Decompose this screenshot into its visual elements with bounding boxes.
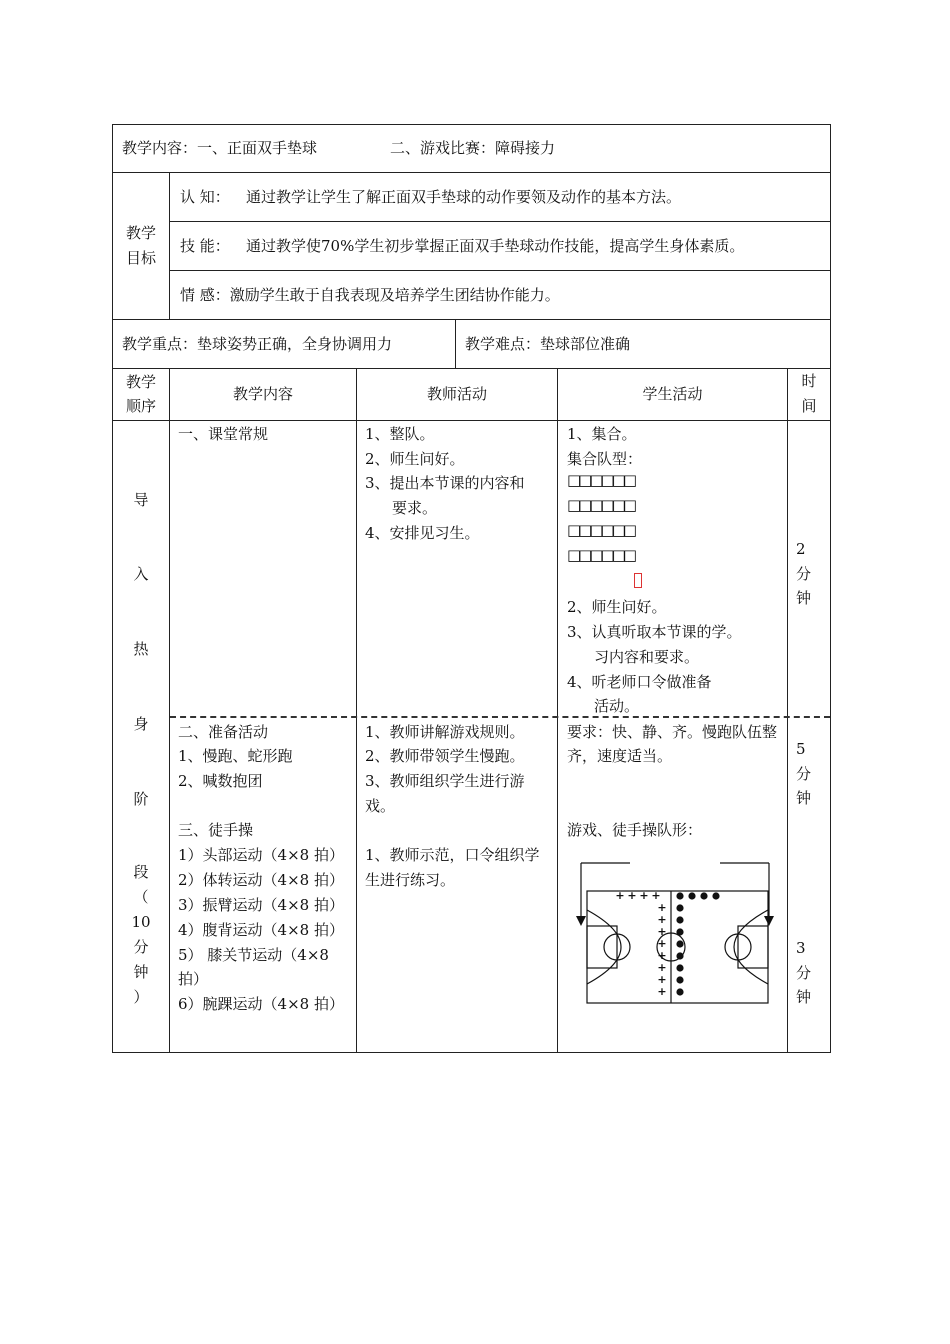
section1-student-line: 3、认真听取本节课的学。 xyxy=(567,623,742,641)
table-border-bottom xyxy=(112,1052,831,1053)
col-time-1: 时 xyxy=(801,372,817,390)
table-border-top xyxy=(112,124,831,125)
section-divider-dashed xyxy=(170,716,830,718)
stage-char: 钟 xyxy=(133,963,149,981)
formation-row: □□□□□□ xyxy=(567,521,635,539)
teacher-position-marker xyxy=(634,573,642,588)
svg-text:+: + xyxy=(657,925,667,938)
section2-teacher-line: 1、教师示范，口令组织学 xyxy=(365,846,540,864)
section1-student-line: 活动。 xyxy=(594,697,640,715)
stage-char: 身 xyxy=(133,715,149,733)
col-order-2: 顺序 xyxy=(125,397,156,415)
cognition-text: 通过教学让学生了解正面双手垫球的动作要领及动作的基本方法。 xyxy=(246,188,682,206)
col-divider xyxy=(356,368,357,1053)
col-divider xyxy=(455,319,456,369)
section2-teacher-line: 3、教师组织学生进行游 xyxy=(365,772,525,790)
section2-student-line: 齐，速度适当。 xyxy=(567,747,673,765)
stage-char: ） xyxy=(133,988,149,1006)
stage-char: 分 xyxy=(133,938,149,956)
section2-time-a: 分 xyxy=(796,765,812,783)
section2-content-line: 1、慢跑、蛇形跑 xyxy=(178,747,293,765)
section1-time: 钟 xyxy=(796,589,812,607)
svg-text:+: + xyxy=(651,889,661,902)
section2-content-line: 5） 膝关节运动（4×8 xyxy=(178,946,329,964)
teaching-focus: 教学重点：垫球姿势正确，全身协调用力 xyxy=(122,335,393,353)
section2-content-line: 三、徒手操 xyxy=(178,821,254,839)
formation-row: □□□□□□ xyxy=(567,471,635,489)
stage-char: 入 xyxy=(133,565,149,583)
col-time-2: 间 xyxy=(801,397,817,415)
section2-content-line: 拍） xyxy=(178,970,209,988)
content-title: 教学内容：一、正面双手垫球 xyxy=(122,139,318,157)
stage-char: 10 xyxy=(131,913,151,931)
section1-teacher-line: 4、安排见习生。 xyxy=(365,524,480,542)
objectives-label-2: 目标 xyxy=(125,249,156,267)
svg-text:+: + xyxy=(657,901,667,914)
section2-content-line: 4）腹背运动（4×8 拍） xyxy=(178,921,344,939)
svg-text:+: + xyxy=(615,889,625,902)
cognition-label: 认 知： xyxy=(180,188,230,206)
col-divider xyxy=(787,368,788,1053)
section1-content: 一、课堂常规 xyxy=(178,425,269,443)
section2-time-b: 3 xyxy=(796,939,806,957)
row-divider xyxy=(112,172,831,173)
stage-char: 导 xyxy=(133,491,149,509)
row-divider xyxy=(112,368,831,369)
stage-char: （ xyxy=(133,888,149,906)
table-border-right xyxy=(830,124,831,1053)
section2-content-line: 1）头部运动（4×8 拍） xyxy=(178,846,344,864)
section2-content-line: 3）振臂运动（4×8 拍） xyxy=(178,896,344,914)
section2-time-b: 分 xyxy=(796,964,812,982)
section1-teacher-line: 2、师生问好。 xyxy=(365,450,465,468)
col-teacher: 教师活动 xyxy=(426,385,487,403)
svg-text:+: + xyxy=(657,913,667,926)
section1-time: 2 xyxy=(796,540,806,558)
lesson-plan-table xyxy=(112,124,831,1053)
section1-student-line: 习内容和要求。 xyxy=(594,648,700,666)
section1-teacher-line: 3、提出本节课的内容和 xyxy=(365,474,525,492)
section2-content-line: 2）体转运动（4×8 拍） xyxy=(178,871,344,889)
section2-time-b: 钟 xyxy=(796,988,812,1006)
formation-row: □□□□□□ xyxy=(567,496,635,514)
skill-label: 技 能： xyxy=(180,237,230,255)
stage-char: 阶 xyxy=(133,790,149,808)
section2-teacher-line: 生进行练习。 xyxy=(365,871,456,889)
section1-student-line: 1、集合。 xyxy=(567,425,637,443)
section1-teacher-line: 要求。 xyxy=(392,499,438,517)
col-order-1: 教学 xyxy=(125,373,156,391)
stage-char: 热 xyxy=(133,640,149,658)
section2-time-a: 钟 xyxy=(796,789,812,807)
stage-char: 段 xyxy=(133,863,149,881)
section1-student-line: 集合队型： xyxy=(567,450,643,468)
section1-student-line: 4、听老师口令做准备 xyxy=(567,673,712,691)
section2-content-line: 6）腕踝运动（4×8 拍） xyxy=(178,995,344,1013)
skill-text: 通过教学使70%学生初步掌握正面双手垫球动作技能，提高学生身体素质。 xyxy=(246,237,745,255)
row-divider xyxy=(112,420,831,421)
svg-text:+: + xyxy=(639,889,649,902)
section2-teacher-line: 1、教师讲解游戏规则。 xyxy=(365,723,525,741)
svg-text:+: + xyxy=(657,937,667,950)
section2-teacher-line: 2、教师带领学生慢跑。 xyxy=(365,747,525,765)
section2-content-line: 2、喊数抱团 xyxy=(178,772,263,790)
svg-text:+: + xyxy=(657,961,667,974)
section2-student-line: 要求：快、静、齐。慢跑队伍整 xyxy=(567,723,778,741)
row-divider xyxy=(169,270,831,271)
svg-text:+: + xyxy=(657,973,667,986)
objectives-label-1: 教学 xyxy=(125,224,156,242)
row-divider xyxy=(112,319,831,320)
col-divider xyxy=(557,368,558,1053)
section2-time-a: 5 xyxy=(796,740,806,758)
emotion-text: 情 感：激励学生敢于自我表现及培养学生团结协作能力。 xyxy=(180,286,560,304)
section2-student-line: 游戏、徒手操队形： xyxy=(567,821,703,839)
svg-text:+: + xyxy=(657,949,667,962)
section1-time: 分 xyxy=(796,565,812,583)
basketball-court-formation-diagram xyxy=(570,858,780,1008)
col-divider xyxy=(169,172,170,320)
section2-teacher-line: 戏。 xyxy=(365,797,396,815)
section2-content-line: 二、准备活动 xyxy=(178,723,269,741)
col-student: 学生活动 xyxy=(642,385,703,403)
section1-teacher-line: 1、整队。 xyxy=(365,425,435,443)
col-divider xyxy=(169,368,170,1053)
svg-text:+: + xyxy=(627,889,637,902)
teaching-difficulty: 教学难点：垫球部位准确 xyxy=(465,335,631,353)
col-content: 教学内容 xyxy=(232,385,293,403)
content-game-title: 二、游戏比赛：障碍接力 xyxy=(390,139,556,157)
section1-student-line: 2、师生问好。 xyxy=(567,598,667,616)
table-border-left xyxy=(112,124,113,1053)
svg-text:+: + xyxy=(657,985,667,998)
row-divider xyxy=(169,221,831,222)
formation-row: □□□□□□ xyxy=(567,546,635,564)
